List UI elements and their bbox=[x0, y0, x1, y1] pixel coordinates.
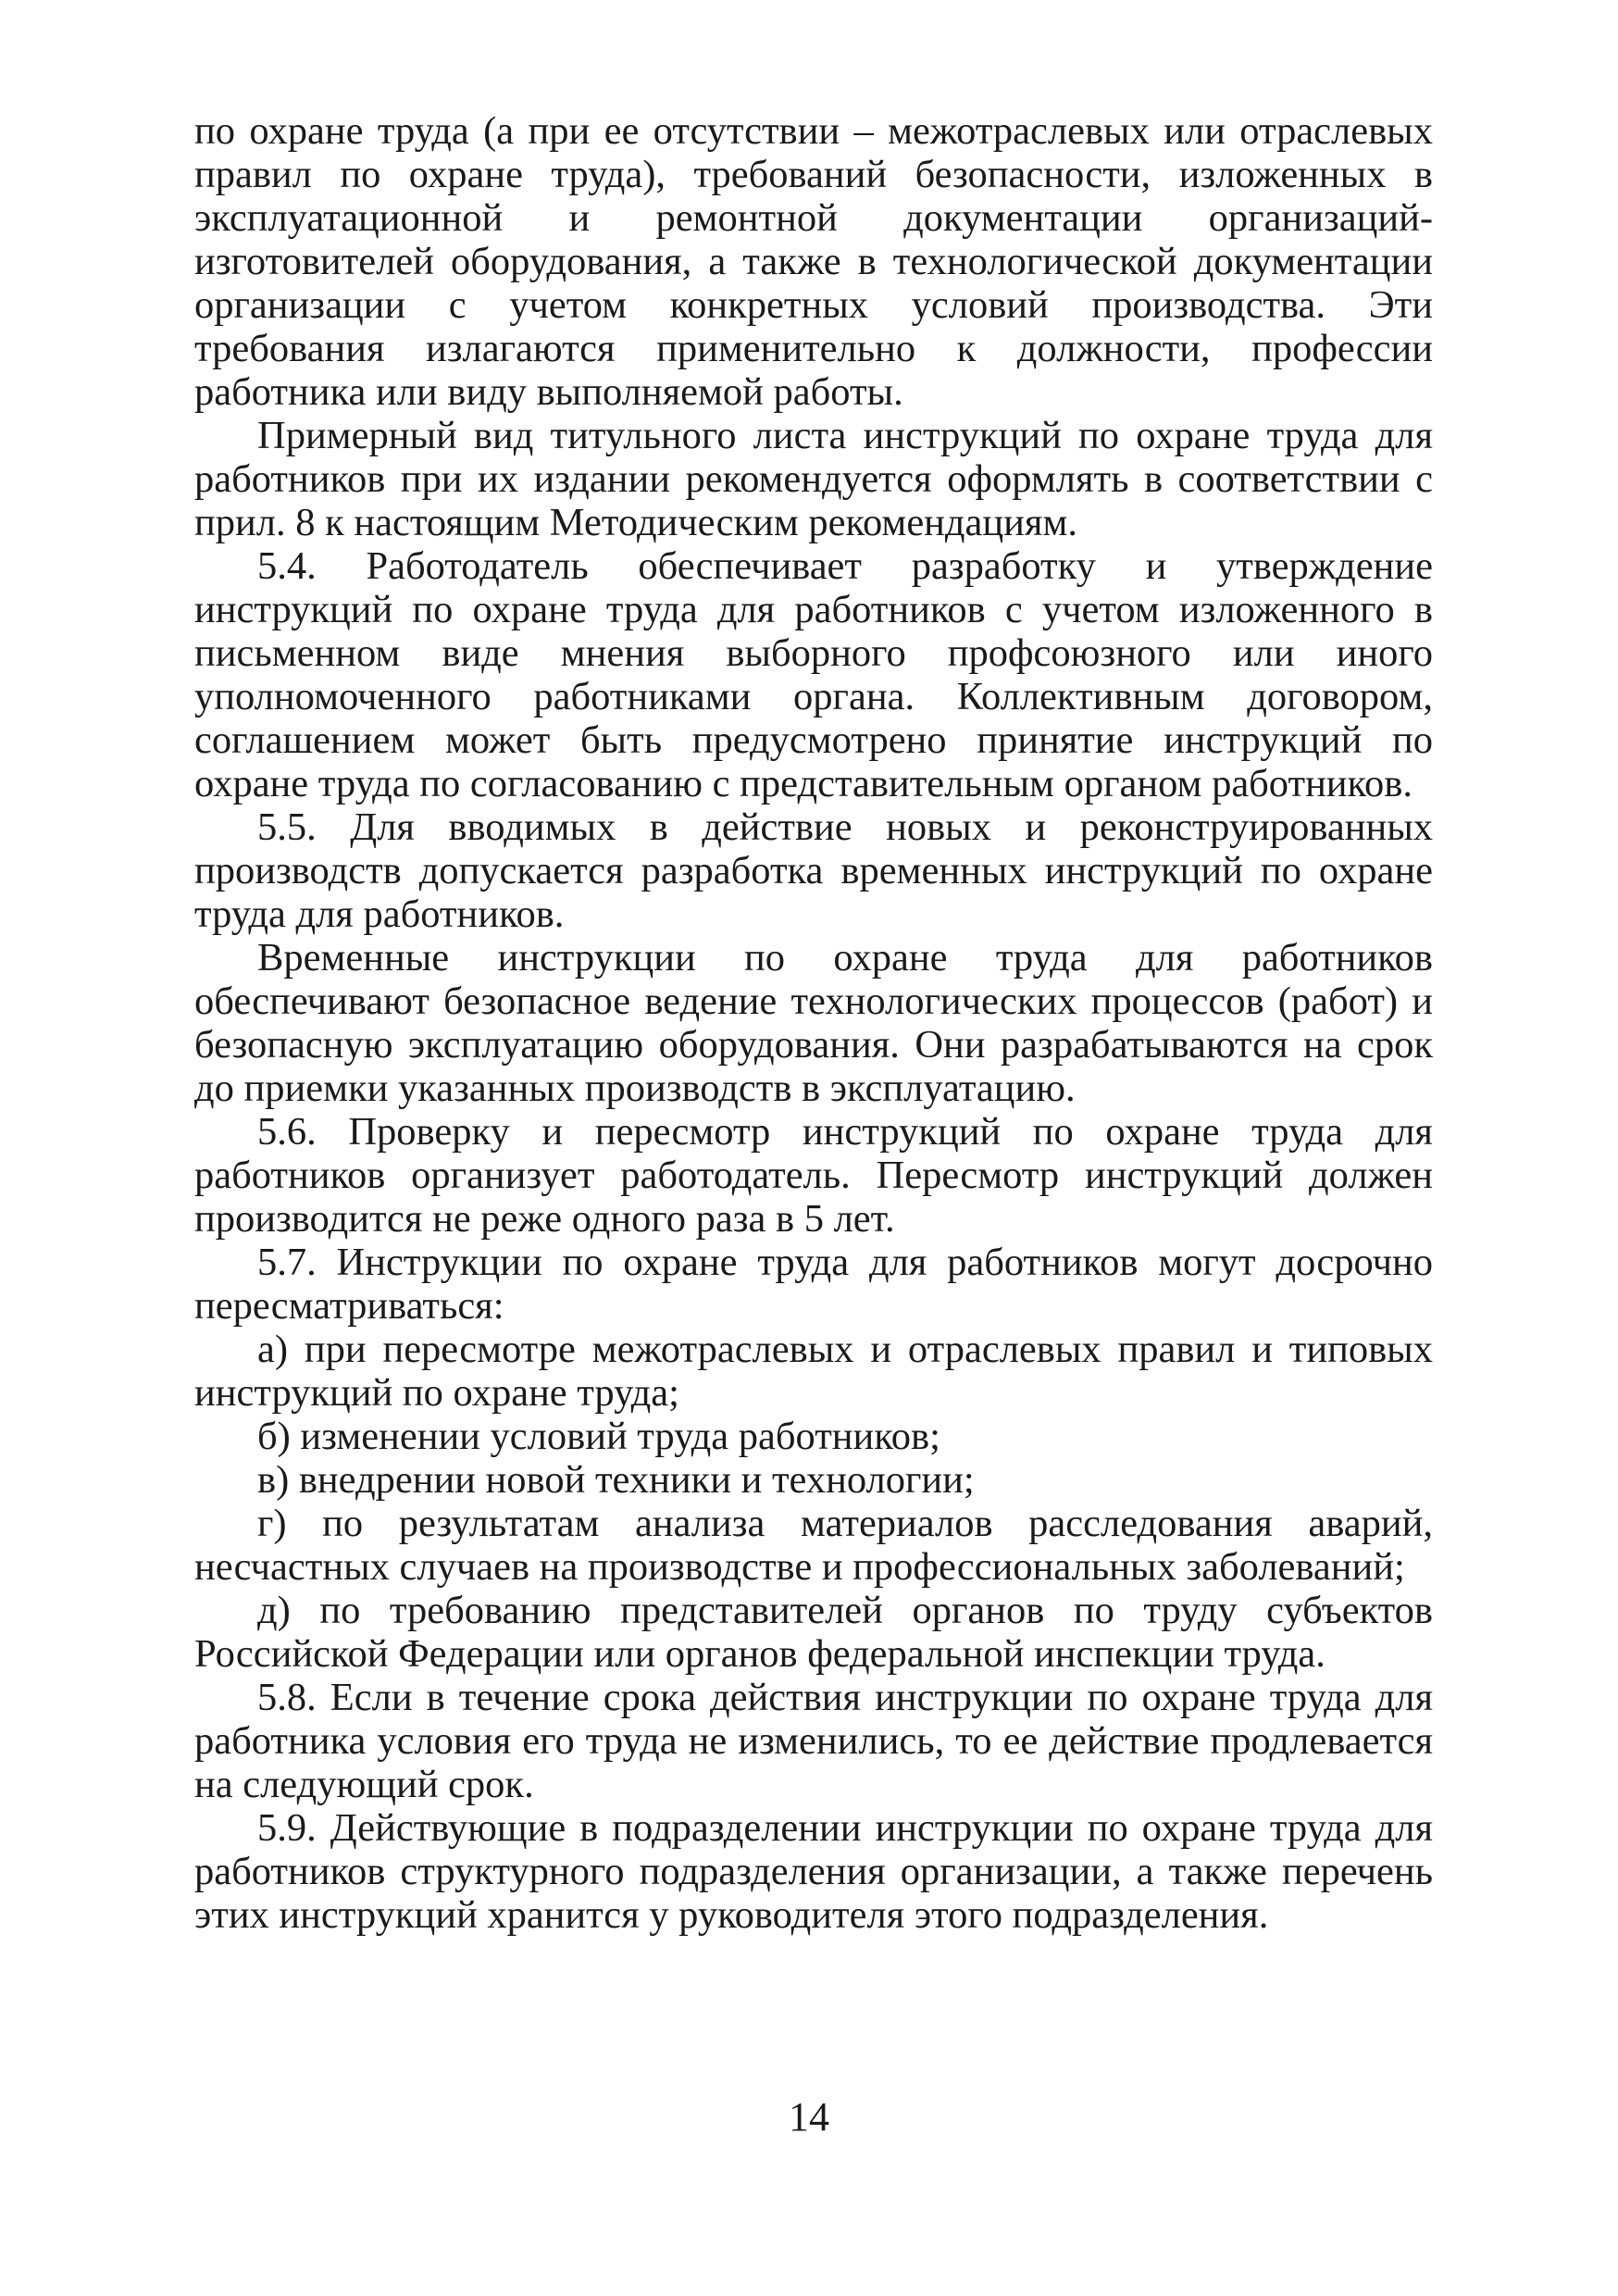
paragraph-continuation: по охране труда (а при ее отсутствии – межотраслевых или отраслевых правил по охране труда), требований безопасности, изложенных в эксплуатационной и ремонтной документации организаций-изготовителей оборудования, а также в технологической документации организации с учетом конкретных условий производства. Эти требования излагаются применительно к должности, профессии работника или виду выполняемой работы. bbox=[194, 109, 1433, 414]
paragraph-title-sheet: Примерный вид титульного листа инструкций по охране труда для работников при их издании рекомендуется оформлять в соответствии с прил. 8 к настоящим Методическим рекомендациям. bbox=[194, 414, 1433, 544]
paragraph-5-4: 5.4. Работодатель обеспечивает разработку и утверждение инструкций по охране труда для работников с учетом изложенного в письменном виде мнения выборного профсоюзного или иного уполномоченного работниками органа. Коллективным договором, соглашением может быть предусмотрено принятие инструкций по охране труда по согласованию с представительным органом работников. bbox=[194, 544, 1433, 805]
list-item-b: б) изменении условий труда работников; bbox=[257, 1415, 940, 1458]
list-item-g: г) по результатам анализа материалов расследования аварий, несчастных случаев на производстве и профессиональных заболеваний; bbox=[194, 1502, 1433, 1589]
paragraph-5-5: 5.5. Для вводимых в действие новых и реконструированных производств допускается разработка временных инструкций по охране труда для работников. bbox=[194, 805, 1433, 936]
paragraph-5-8: 5.8. Если в течение срока действия инструкции по охране труда для работника условия его труда не изменились, то ее действие продлевается на следующий срок. bbox=[194, 1676, 1433, 1806]
body-text bbox=[194, 109, 1433, 1937]
list-item-a: а) при пересмотре межотраслевых и отраслевых правил и типовых инструкций по охране труда; bbox=[194, 1328, 1433, 1415]
paragraph-temporary-instructions: Временные инструкции по охране труда для работников обеспечивают безопасное ведение технологических процессов (работ) и безопасную эксплуатацию оборудования. Они разрабатываются на срок до приемки указанных производств в эксплуатацию. bbox=[194, 936, 1433, 1110]
paragraph-5-9: 5.9. Действующие в подразделении инструкции по охране труда для работников структурного подразделения организации, а также перечень этих инструкций хранится у руководителя этого подразделения. bbox=[194, 1806, 1433, 1937]
list-item-v: в) внедрении новой техники и технологии; bbox=[257, 1458, 975, 1502]
page-number: 14 bbox=[789, 2094, 829, 2140]
paragraph-5-7: 5.7. Инструкции по охране труда для работников могут досрочно пересматриваться: bbox=[194, 1241, 1433, 1328]
list-item-d: д) по требованию представителей органов по труду субъектов Российской Федерации или органов федеральной инспекции труда. bbox=[194, 1589, 1433, 1676]
paragraph-5-6: 5.6. Проверку и пересмотр инструкций по охране труда для работников организует работодатель. Пересмотр инструкций должен производится не реже одного раза в 5 лет. bbox=[194, 1110, 1433, 1241]
